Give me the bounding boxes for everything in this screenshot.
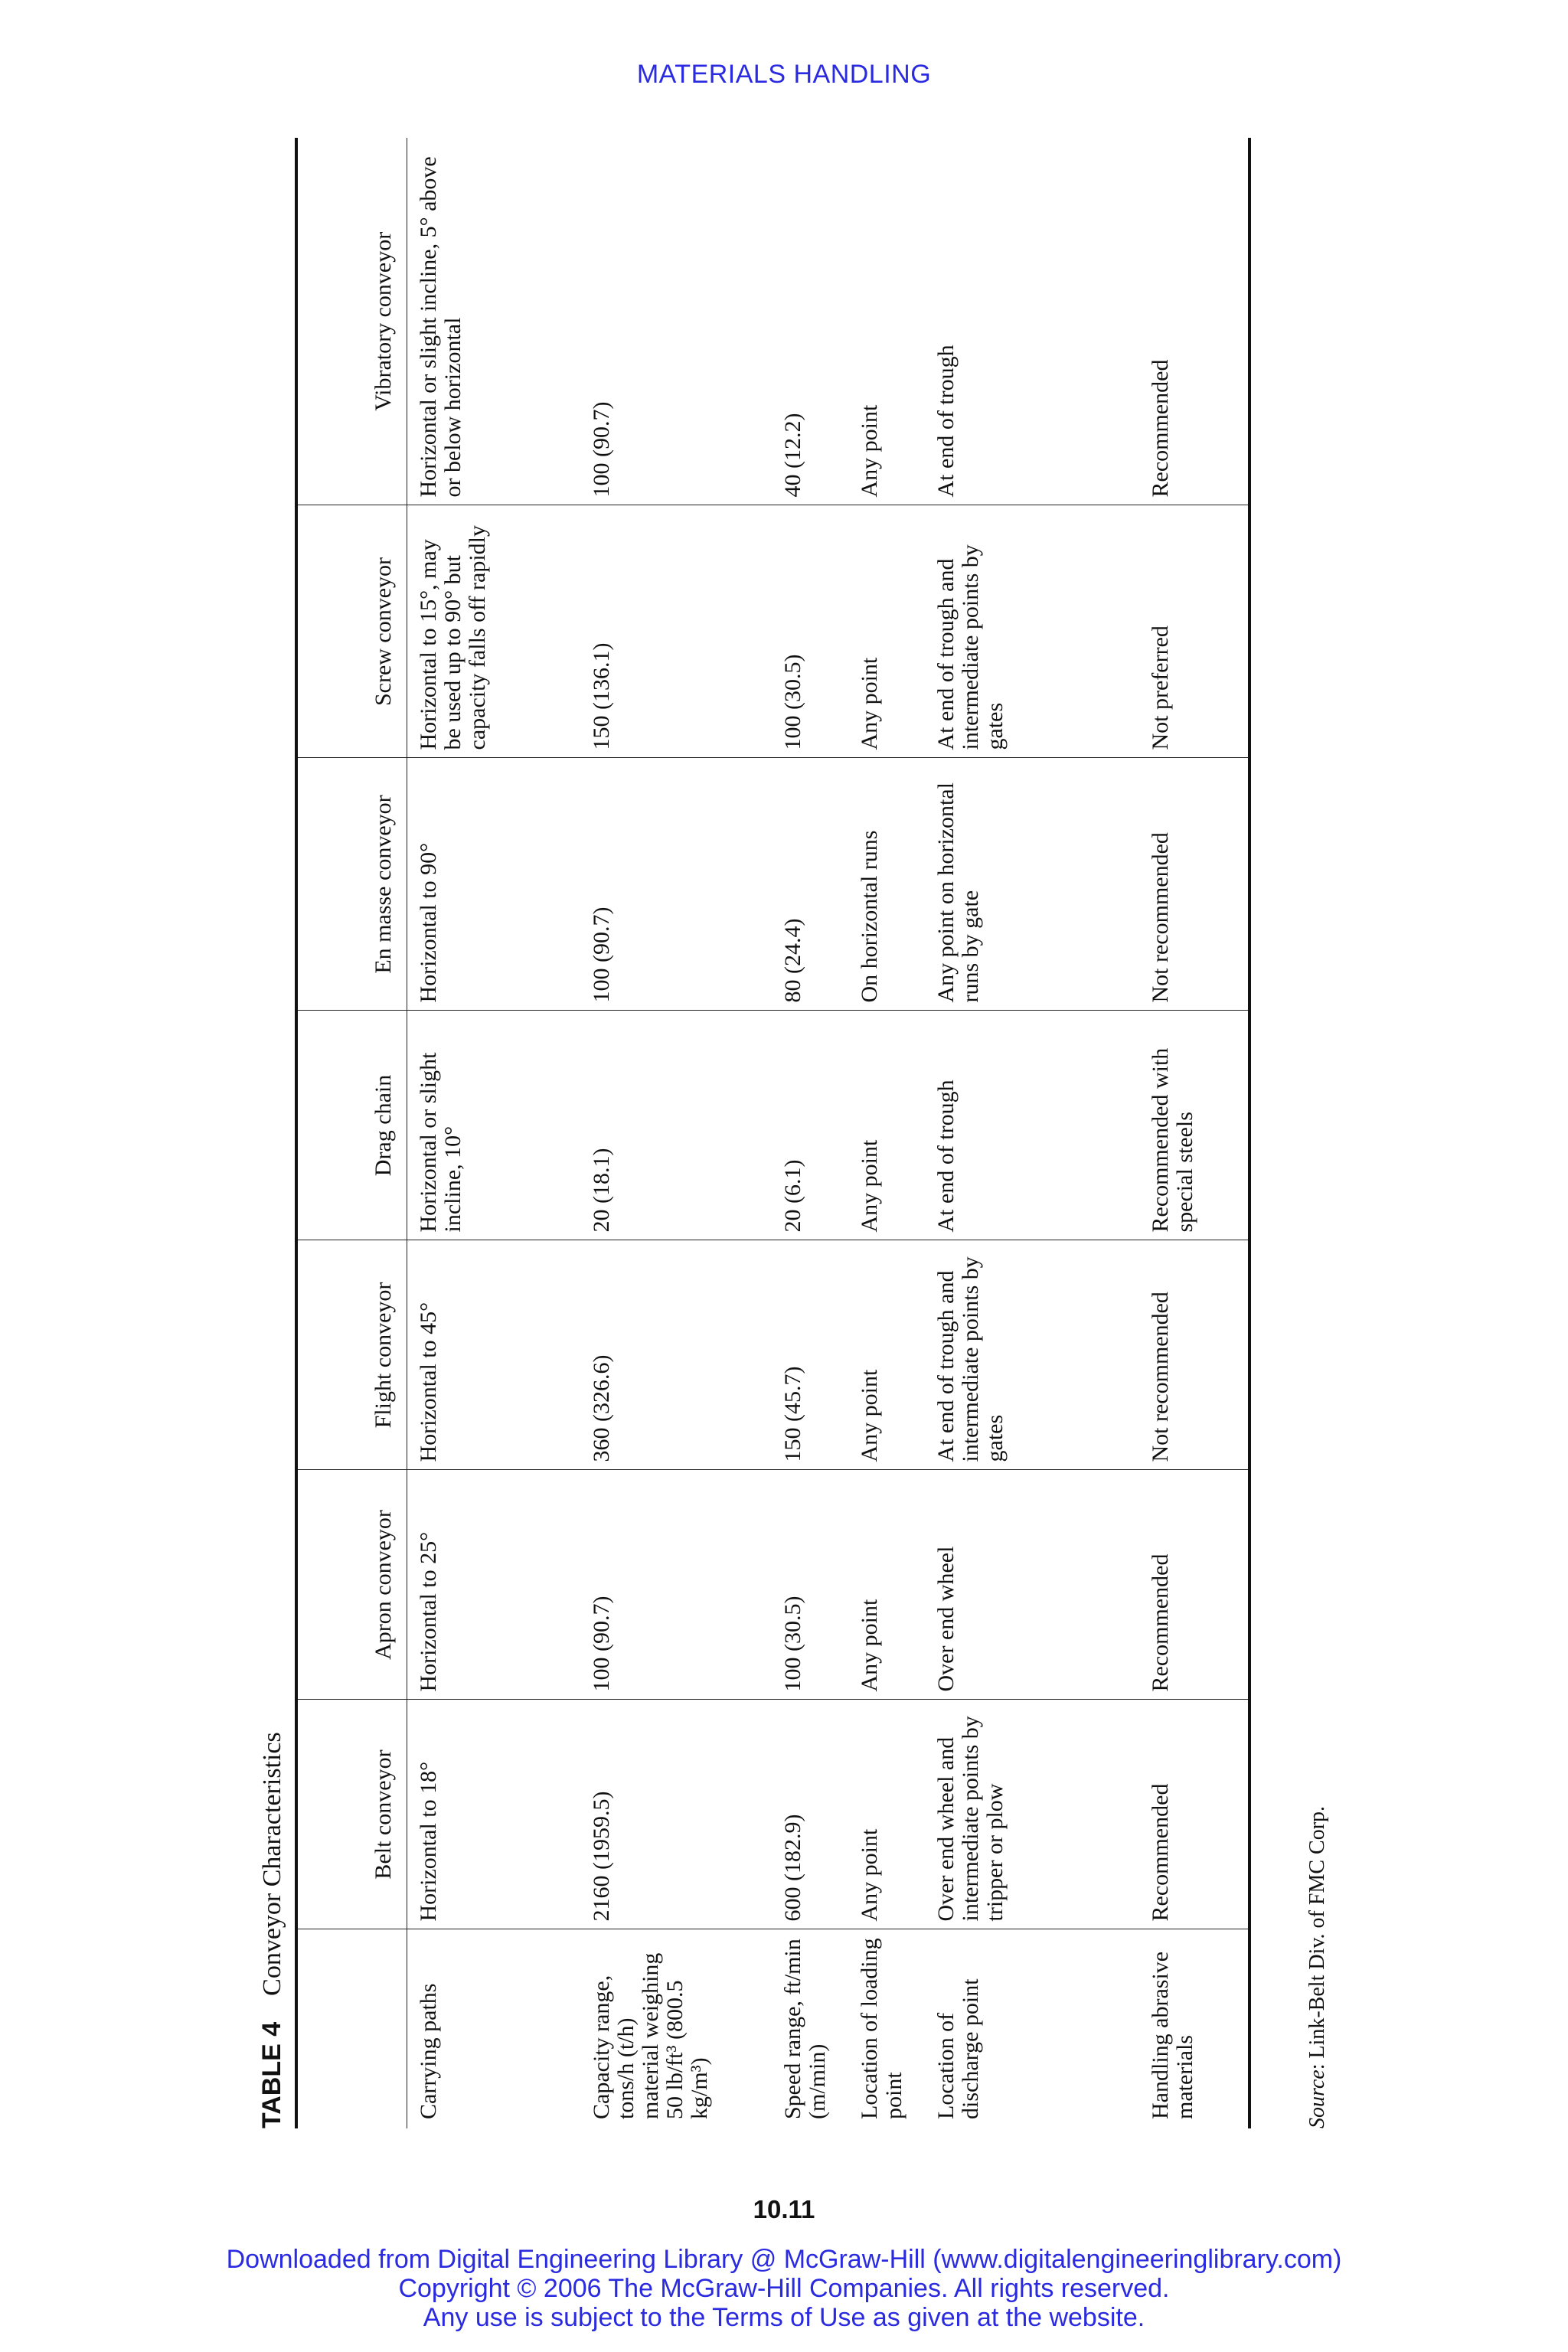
table-cell: Any point on horizontal runs by gate — [928, 758, 1142, 1011]
table-cell: Horizontal to 25° — [407, 1470, 583, 1700]
table-cell: Over end wheel and intermediate points by tripper or plow — [928, 1700, 1142, 1929]
column-header-flight: Flight conveyor — [296, 1240, 407, 1470]
table-row — [583, 138, 775, 2128]
column-header-belt: Belt conveyor — [296, 1700, 407, 1929]
table-row — [775, 138, 851, 2128]
table-number: TABLE 4 — [257, 2021, 286, 2128]
row-label-speed-range: Speed range, ft/min (m/min) — [779, 1939, 830, 2119]
column-header-vibratory: Vibratory conveyor — [296, 138, 407, 505]
table-row — [928, 138, 1142, 2128]
table-cell: 20 (18.1) — [583, 1011, 775, 1240]
table-cell: 2160 (1959.5) — [583, 1700, 775, 1929]
table-cell: 80 (24.4) — [775, 758, 851, 1011]
table-caption — [256, 1732, 287, 2128]
table-cell: Any point — [851, 1240, 928, 1470]
table-cell: Any point — [851, 1011, 928, 1240]
column-header-stub — [296, 1929, 407, 2128]
table-cell: 100 (30.5) — [775, 1470, 851, 1700]
table-cell: Any point — [851, 138, 928, 505]
table-cell: At end of trough and intermediate points by gates — [928, 1240, 1142, 1470]
table-cell: Horizontal to 15°, may be used up to 90° but capacity falls off rapidly — [407, 505, 583, 758]
footer-line-download: Downloaded from Digital Engineering Library @ McGraw-Hill (www.digitalengineeringlibrary.com) — [226, 2245, 1342, 2274]
table-cell: At end of trough — [928, 138, 1142, 505]
row-label-discharge-point: Location of discharge point — [933, 1978, 983, 2119]
table-header-row — [296, 138, 407, 2128]
table-cell: Any point — [851, 505, 928, 758]
table-source-note — [1305, 1806, 1330, 2128]
download-footer — [0, 2245, 1568, 2332]
table-cell: 40 (12.2) — [775, 138, 851, 505]
table-cell: 600 (182.9) — [775, 1700, 851, 1929]
table-row — [1142, 138, 1250, 2128]
table-cell: On horizontal runs — [851, 758, 928, 1011]
table-cell: 20 (6.1) — [775, 1011, 851, 1240]
table-cell: At end of trough and intermediate points by gates — [928, 505, 1142, 758]
table-cell: 100 (90.7) — [583, 1470, 775, 1700]
page-number: 10.11 — [753, 2195, 815, 2223]
row-label-abrasive-materials: Handling abrasive materials — [1147, 1951, 1197, 2119]
rotated-table-block — [256, 138, 1328, 2128]
row-label-loading-point: Location of loading point — [856, 1938, 906, 2119]
table-cell: 100 (90.7) — [583, 758, 775, 1011]
table-cell: Recommended — [1142, 1470, 1250, 1700]
conveyor-characteristics-table — [295, 138, 1251, 2128]
column-header-en-masse: En masse conveyor — [296, 758, 407, 1011]
table-cell: Not preferred — [1142, 505, 1250, 758]
table-cell: Any point — [851, 1700, 928, 1929]
table-cell: Any point — [851, 1470, 928, 1700]
table-cell: 150 (45.7) — [775, 1240, 851, 1470]
table-cell: Not recommended — [1142, 1240, 1250, 1470]
table-cell: 150 (136.1) — [583, 505, 775, 758]
table-cell: Horizontal to 18° — [407, 1700, 583, 1929]
table-cell: Recommended with special steels — [1142, 1011, 1250, 1240]
table-cell: Recommended — [1142, 1700, 1250, 1929]
table-cell: Horizontal or slight incline, 5° above or below horizontal — [407, 138, 583, 505]
column-header-apron: Apron conveyor — [296, 1470, 407, 1700]
table-cell: Horizontal to 90° — [407, 758, 583, 1011]
table-title: Conveyor Characteristics — [258, 1732, 286, 1996]
footer-line-terms: Any use is subject to the Terms of Use as given at the website. — [423, 2303, 1145, 2332]
source-label: Source — [1305, 2069, 1329, 2128]
table-cell: At end of trough — [928, 1011, 1142, 1240]
table-cell: Not recommended — [1142, 758, 1250, 1011]
table-cell: Horizontal to 45° — [407, 1240, 583, 1470]
table-cell: 360 (326.6) — [583, 1240, 775, 1470]
table-cell: Over end wheel — [928, 1470, 1142, 1700]
table-cell: Horizontal or slight incline, 10° — [407, 1011, 583, 1240]
column-header-screw: Screw conveyor — [296, 505, 407, 758]
column-header-drag-chain: Drag chain — [296, 1011, 407, 1240]
row-label-capacity-range: Capacity range, tons/h (t/h) material weighing 50 lb/ft³ (800.5 kg/m³) — [588, 1952, 712, 2119]
table-cell: 100 (90.7) — [583, 138, 775, 505]
table-row — [407, 138, 583, 2128]
table-row — [851, 138, 928, 2128]
row-label-carrying-paths: Carrying paths — [416, 1983, 441, 2119]
footer-line-copyright: Copyright © 2006 The McGraw-Hill Companies. All rights reserved. — [398, 2274, 1170, 2303]
table-cell: Recommended — [1142, 138, 1250, 505]
source-text: : Link-Belt Div. of FMC Corp. — [1305, 1805, 1329, 2070]
running-head: MATERIALS HANDLING — [636, 60, 932, 89]
table-cell: 100 (30.5) — [775, 505, 851, 758]
